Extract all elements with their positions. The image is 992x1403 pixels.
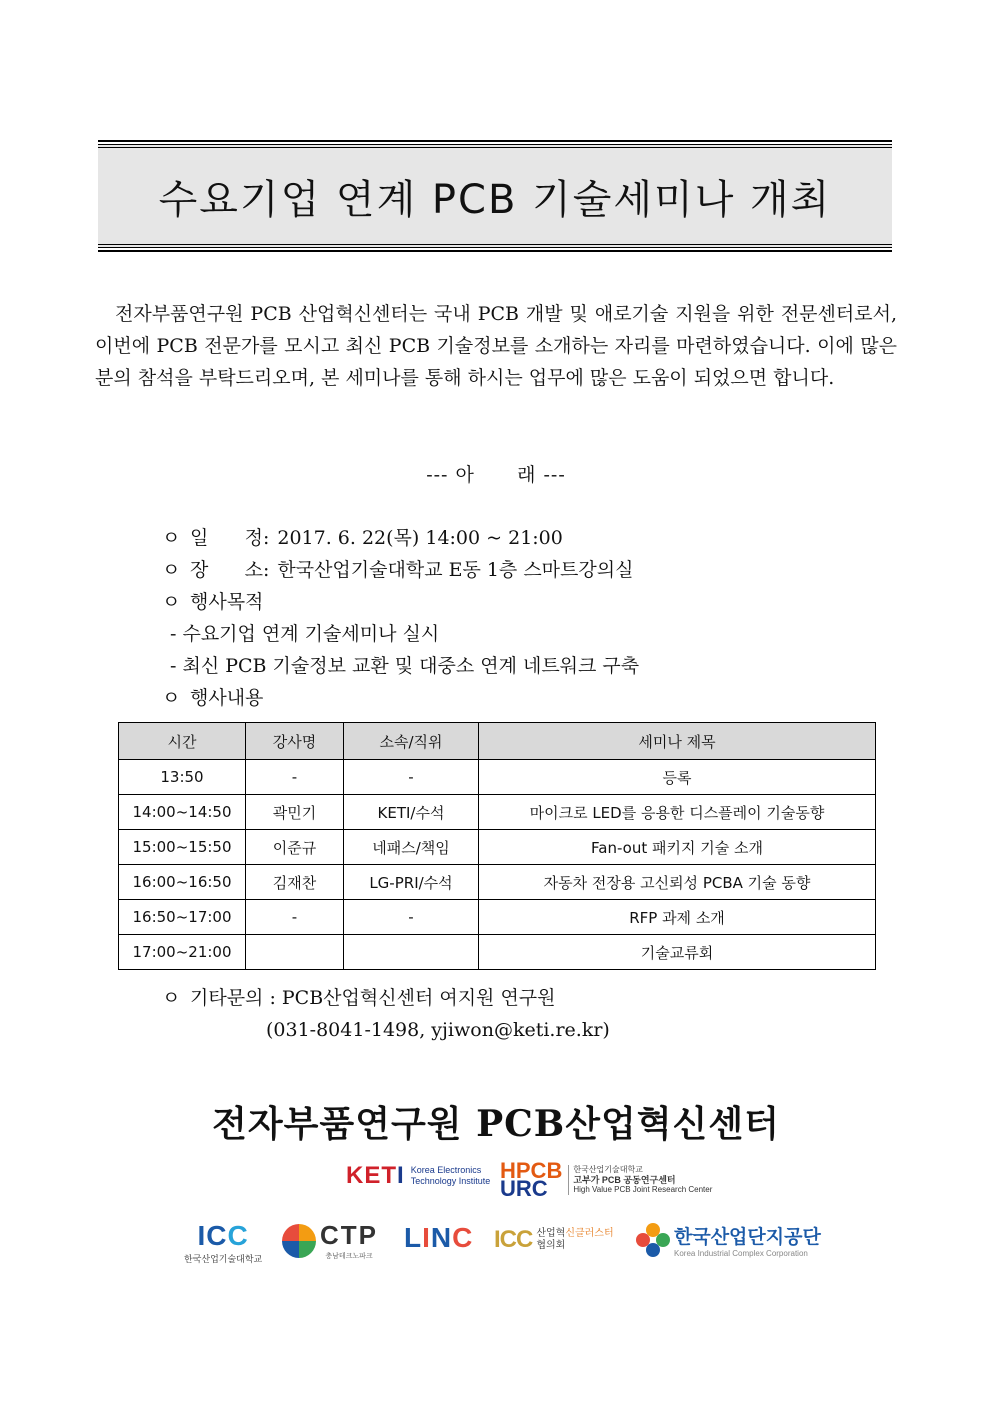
- cell-speaker: 곽민기: [246, 795, 344, 830]
- cell-speaker: -: [246, 760, 344, 795]
- hurc-logo-mark: HPCB URC: [500, 1158, 563, 1201]
- intro-paragraph: 전자부품연구원 PCB 산업혁신센터는 국내 PCB 개발 및 애로기술 지원을 위한 전문센터로서, 이번에 PCB 전문가를 모시고 최신 PCB 기술정보를 소개하는 자리를 마련하였습니다. 이에 많은 분의 참석을 부탁드리오며, 본 세미나를 통해 하시는 업무에 많은 도움이 되었으면 합니다.: [95, 303, 897, 389]
- bullet-icon: ㅇ: [162, 987, 181, 1009]
- content-row: [162, 682, 882, 714]
- cell-topic: Fan-out 패키지 기술 소개: [479, 830, 876, 865]
- footer-organization: 전자부품연구원 PCB산업혁신센터: [212, 1103, 780, 1145]
- cell-topic: 등록: [479, 760, 876, 795]
- cell-speaker: 이준규: [246, 830, 344, 865]
- hurc-logo-text: 한국산업기술대학교 고부가 PCB 공동연구센터 High Value PCB Joint Research Center: [568, 1165, 712, 1195]
- contact-row-2: [162, 1014, 882, 1046]
- kicox-logo-name: 한국산업단지공단: [674, 1227, 821, 1248]
- cell-time: 16:00~16:50: [119, 865, 246, 900]
- place-row: [162, 554, 882, 586]
- cell-time: 15:00~15:50: [119, 830, 246, 865]
- icc-logo-text: 한국산업기술대학교: [184, 1254, 263, 1264]
- table-row: [119, 760, 876, 795]
- purpose-item-text: - 최신 PCB 기술정보 교환 및 대중소 연계 네트워크 구축: [170, 655, 640, 677]
- hurc-logo: [500, 1158, 713, 1201]
- cluster-logo-text: 산업혁신클러스터 협의회: [536, 1228, 614, 1251]
- contact-line2: (031-8041-1498, yjiwon@keti.re.kr): [266, 1019, 610, 1041]
- purpose-item: [162, 650, 882, 682]
- contact-row: [162, 982, 882, 1014]
- cluster-logo-mark: ICC: [494, 1226, 533, 1253]
- keti-logo-mark: KETI: [346, 1162, 405, 1189]
- date-label: 일 정:: [190, 527, 270, 549]
- section-divider: --- 아 래 ---: [426, 464, 566, 486]
- date-value: 2017. 6. 22(목) 14:00 ~ 21:00: [277, 527, 563, 549]
- kicox-logo-subtitle: Korea Industrial Complex Corporation: [674, 1249, 808, 1258]
- cell-affiliation: LG-PRI/수석: [344, 865, 479, 900]
- cell-time: 14:00~14:50: [119, 795, 246, 830]
- schedule-table: [118, 722, 876, 970]
- cell-topic: RFP 과제 소개: [479, 900, 876, 935]
- table-row: [119, 935, 876, 970]
- cell-affiliation: 네패스/책임: [344, 830, 479, 865]
- ctp-logo-mark: CTP: [320, 1220, 378, 1250]
- cell-affiliation: -: [344, 900, 479, 935]
- cell-time: 17:00~21:00: [119, 935, 246, 970]
- place-value: 한국산업기술대학교 E동 1층 스마트강의실: [277, 559, 634, 581]
- bullet-icon: ㅇ: [162, 527, 181, 549]
- table-header-row: [119, 723, 876, 760]
- cell-topic: 기술교류회: [479, 935, 876, 970]
- cluster-council-logo: [494, 1226, 614, 1254]
- cell-speaker: 김재찬: [246, 865, 344, 900]
- bullet-icon: ㅇ: [162, 687, 181, 709]
- cell-speaker: -: [246, 900, 344, 935]
- linc-logo: [404, 1222, 473, 1254]
- keti-logo: [346, 1162, 490, 1190]
- table-row: [119, 795, 876, 830]
- table-row: [119, 900, 876, 935]
- header-speaker: 강사명: [246, 723, 344, 760]
- header-time: 시간: [119, 723, 246, 760]
- title-rule-bottom: [98, 250, 892, 252]
- bullet-icon: ㅇ: [162, 559, 181, 581]
- header-affiliation: 소속/직위: [344, 723, 479, 760]
- header-topic: 세미나 제목: [479, 723, 876, 760]
- title-rule-top: [98, 140, 892, 142]
- cell-topic: 마이크로 LED를 응용한 디스플레이 기술동향: [479, 795, 876, 830]
- place-label: 장 소:: [190, 559, 270, 581]
- event-info: [162, 522, 882, 714]
- keti-logo-text: Korea Electronics Technology Institute: [410, 1165, 491, 1186]
- contact-line1: 기타문의 : PCB산업혁신센터 여지원 연구원: [190, 987, 556, 1009]
- contact-info: [162, 982, 882, 1046]
- cell-affiliation: [344, 935, 479, 970]
- title-box: [98, 144, 892, 248]
- table-row: [119, 865, 876, 900]
- cell-time: 16:50~17:00: [119, 900, 246, 935]
- kicox-flower-icon: [636, 1223, 670, 1257]
- purpose-item-text: - 수요기업 연계 기술세미나 실시: [170, 623, 440, 645]
- ctp-swirl-icon: [282, 1224, 316, 1258]
- icc-logo-mark: ICC: [197, 1220, 249, 1251]
- cell-topic: 자동차 전장용 고신뢰성 PCBA 기술 동향: [479, 865, 876, 900]
- date-row: [162, 522, 882, 554]
- linc-logo-mark: LINC: [404, 1222, 474, 1253]
- bullet-icon: ㅇ: [162, 591, 181, 613]
- content-label: 행사내용: [190, 687, 264, 709]
- ctp-logo: [282, 1220, 378, 1261]
- purpose-item: [162, 618, 882, 650]
- icc-logo: [184, 1220, 262, 1265]
- ctp-logo-text: 충남테크노파크: [325, 1253, 373, 1260]
- purpose-label: 행사목적: [190, 591, 264, 613]
- kicox-logo: [636, 1222, 821, 1258]
- cell-affiliation: KETI/수석: [344, 795, 479, 830]
- page-title: 수요기업 연계 PCB 기술세미나 개최: [158, 176, 832, 223]
- cell-time: 13:50: [119, 760, 246, 795]
- cell-affiliation: -: [344, 760, 479, 795]
- cell-speaker: [246, 935, 344, 970]
- table-row: [119, 830, 876, 865]
- purpose-row: [162, 586, 882, 618]
